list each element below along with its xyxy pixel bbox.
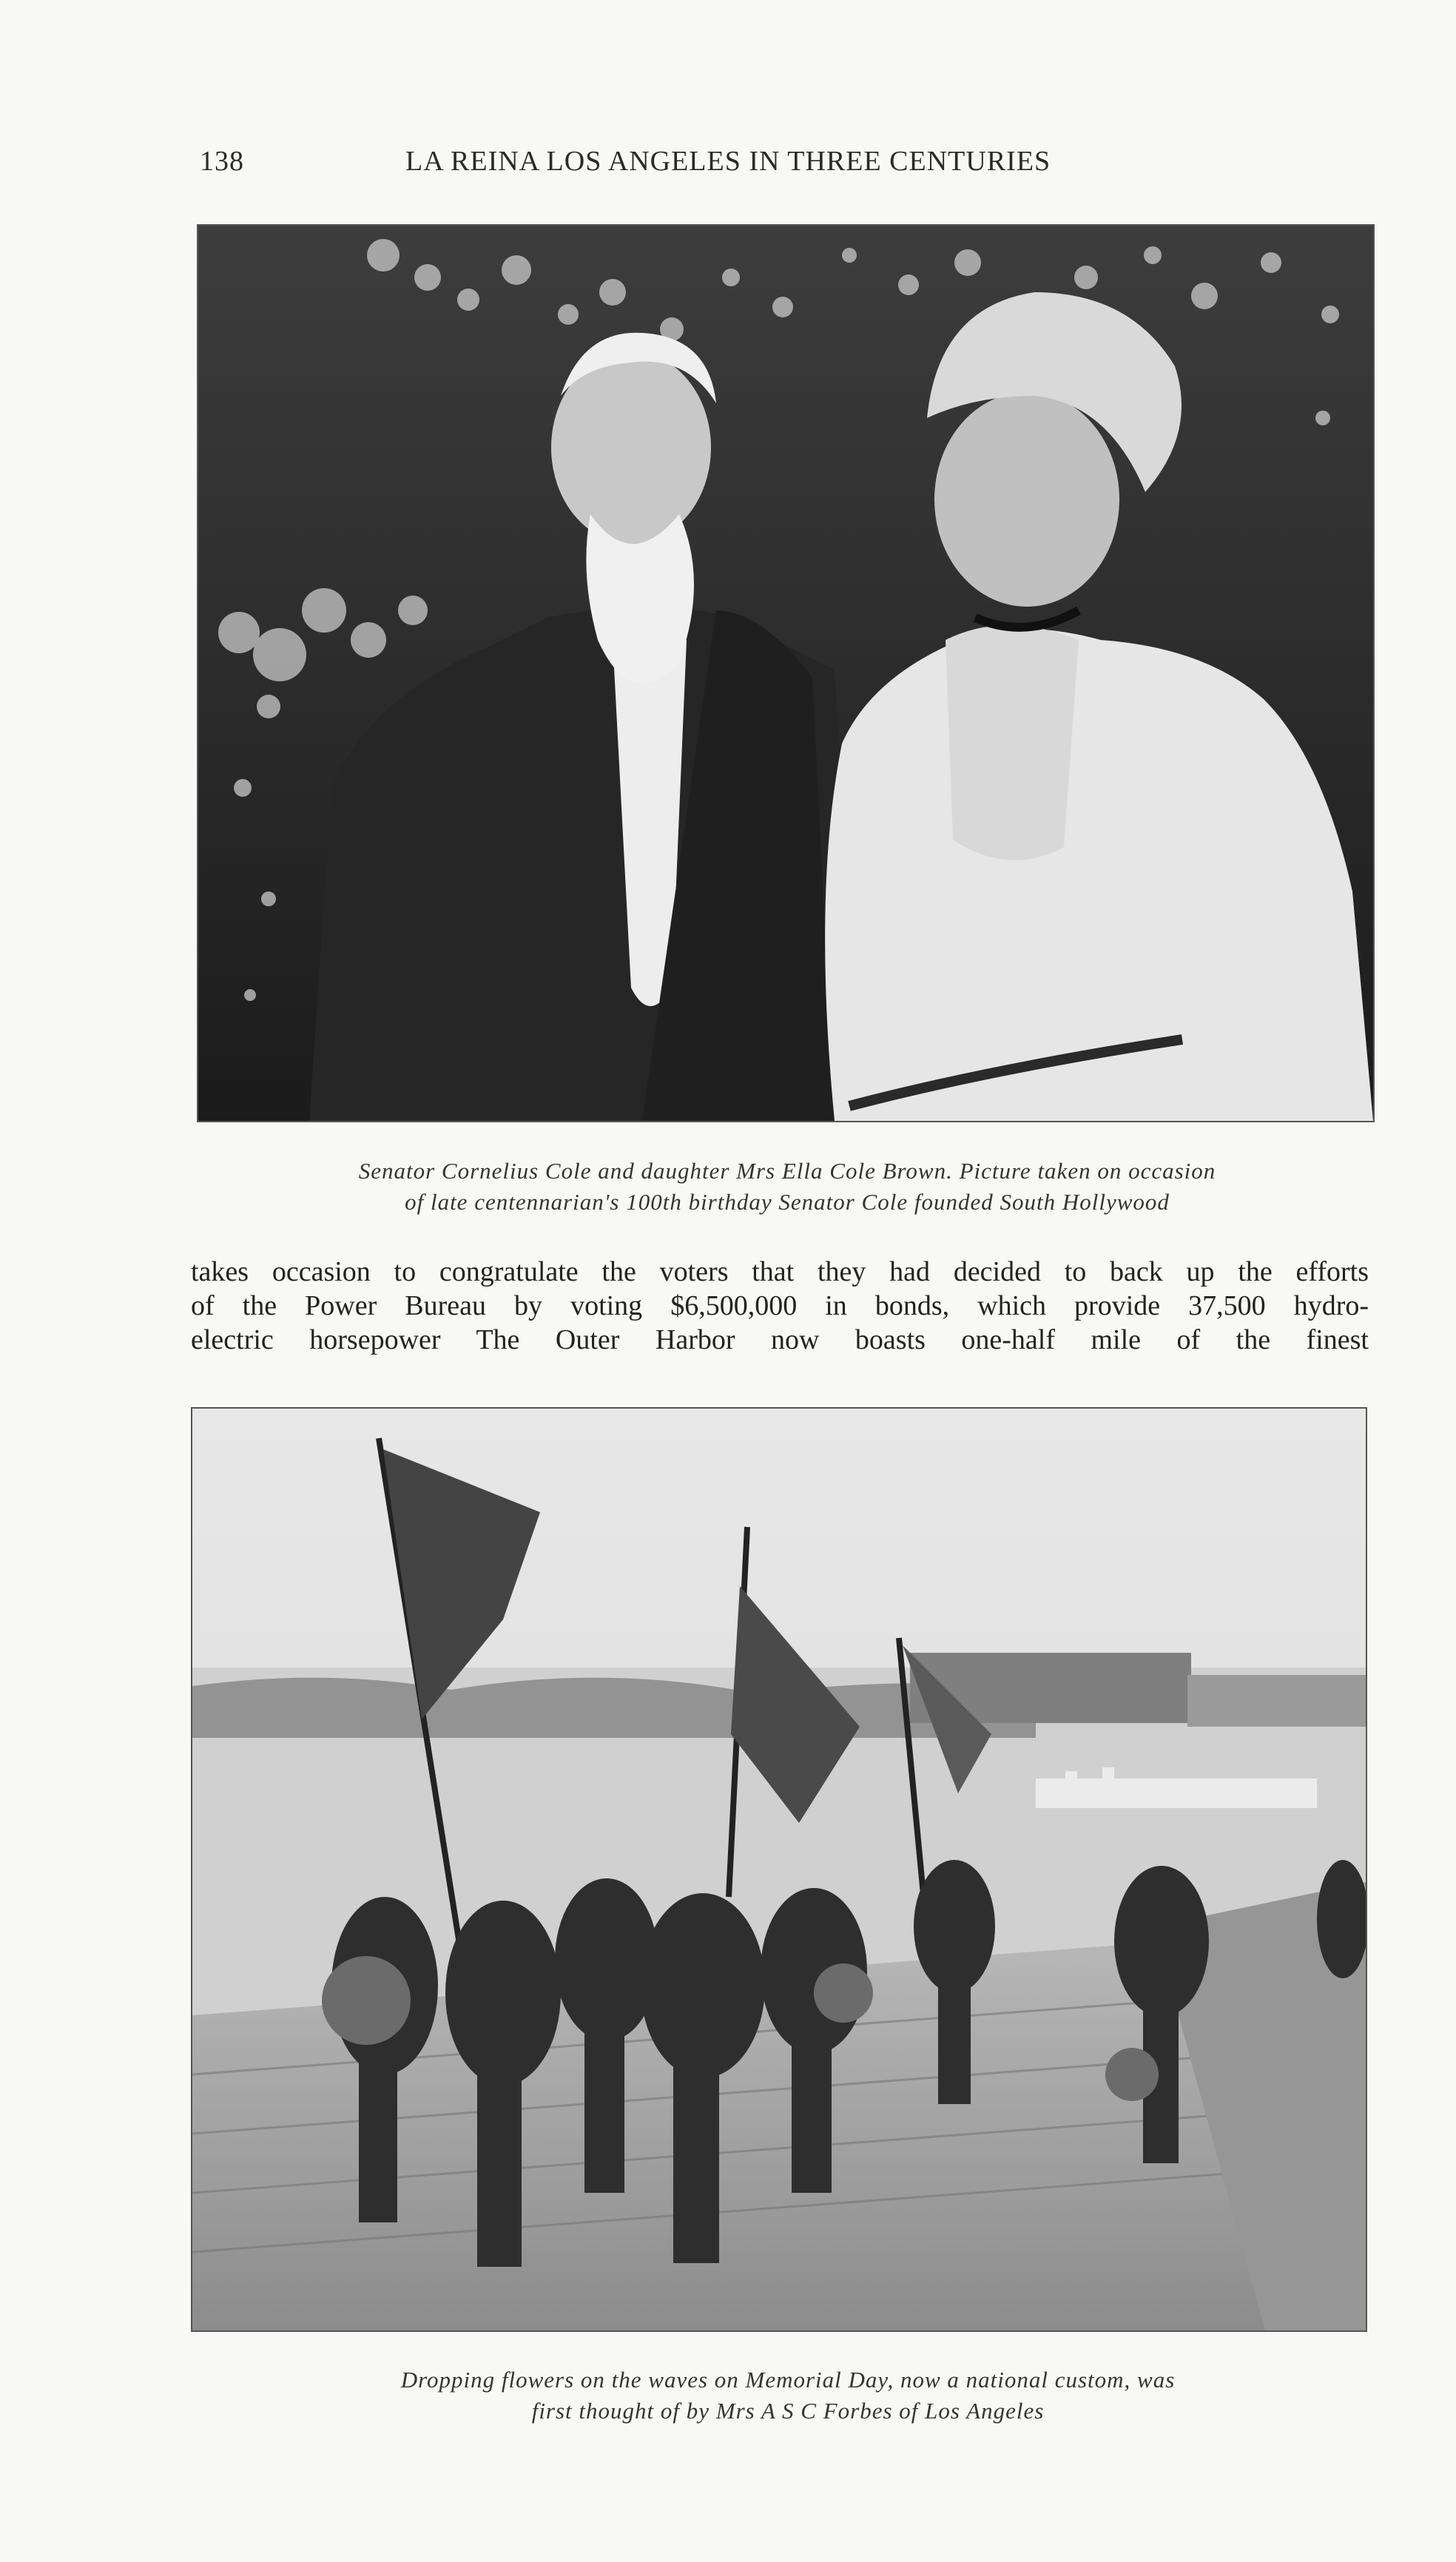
body-line-3: electric horsepower The Outer Harbor now boasts one-half mile of the finest — [191, 1324, 1369, 1355]
portrait-caption-line-2: of late centennarian's 100th birthday Senator Cole founded South Hollywood — [405, 1189, 1170, 1215]
page-number: 138 — [200, 146, 244, 177]
page-header — [200, 145, 1162, 182]
memorial-day-caption-line-2: first thought of by Mrs A S C Forbes of Los Angeles — [531, 2398, 1045, 2424]
body-line-2: of the Power Bureau by voting $6,500,000 in bonds, which provide 37,500 hydro- — [191, 1290, 1369, 1321]
portrait-caption-line-1: Senator Cornelius Cole and daughter Mrs Ella Cole Brown. Picture taken on occasion — [358, 1158, 1216, 1184]
portrait-caption — [207, 1156, 1367, 1218]
running-title: LA REINA LOS ANGELES IN THREE CENTURIES — [405, 146, 1051, 177]
memorial-day-caption — [244, 2364, 1332, 2427]
body-text — [191, 1255, 1369, 1357]
body-line-1: takes occasion to congratulate the voters that they had decided to back up the efforts — [191, 1256, 1369, 1287]
memorial-day-caption-line-1: Dropping flowers on the waves on Memorial Day, now a national custom, was — [400, 2367, 1176, 2393]
portrait-photo — [197, 224, 1375, 1122]
memorial-day-photo-image — [192, 1409, 1366, 2330]
portrait-photo-image — [198, 226, 1373, 1121]
memorial-day-photo — [191, 1407, 1367, 2332]
